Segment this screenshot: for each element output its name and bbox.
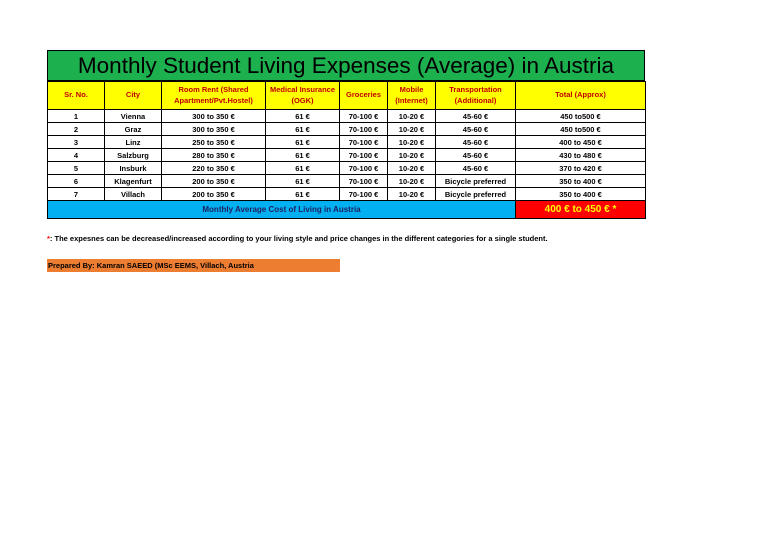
cell-total: 430 to 480 € [516, 149, 646, 162]
cell-total: 350 to 400 € [516, 175, 646, 188]
cell-mobile: 10-20 € [388, 162, 436, 175]
cell-total: 400 to 450 € [516, 136, 646, 149]
table-row [48, 188, 646, 201]
summary-row [48, 201, 646, 219]
cell-city: Insburk [105, 162, 162, 175]
cell-mobile: 10-20 € [388, 123, 436, 136]
cell-groceries: 70-100 € [340, 123, 388, 136]
expenses-table [47, 81, 646, 219]
cell-city: Vienna [105, 110, 162, 123]
cell-groceries: 70-100 € [340, 188, 388, 201]
header-total: Total (Approx) [516, 82, 646, 110]
cell-groceries: 70-100 € [340, 162, 388, 175]
cell-rent: 300 to 350 € [162, 110, 266, 123]
cell-groceries: 70-100 € [340, 136, 388, 149]
cell-groceries: 70-100 € [340, 110, 388, 123]
cell-mobile: 10-20 € [388, 188, 436, 201]
cell-rent: 220 to 350 € [162, 162, 266, 175]
cell-transport: 45-60 € [436, 136, 516, 149]
header-city: City [105, 82, 162, 110]
table-row [48, 175, 646, 188]
cell-sr: 5 [48, 162, 105, 175]
cell-transport: 45-60 € [436, 110, 516, 123]
table-row [48, 123, 646, 136]
table-row [48, 149, 646, 162]
table-row [48, 136, 646, 149]
header-mobile: Mobile (Internet) [388, 82, 436, 110]
cell-total: 370 to 420 € [516, 162, 646, 175]
cell-sr: 7 [48, 188, 105, 201]
cell-mobile: 10-20 € [388, 136, 436, 149]
cell-transport: Bicycle preferred [436, 175, 516, 188]
cell-city: Klagenfurt [105, 175, 162, 188]
cell-mobile: 10-20 € [388, 175, 436, 188]
cell-rent: 250 to 350 € [162, 136, 266, 149]
footnote-star: * [47, 234, 50, 243]
cell-city: Villach [105, 188, 162, 201]
cell-medical: 61 € [266, 110, 340, 123]
cell-transport: 45-60 € [436, 162, 516, 175]
header-sr-no: Sr. No. [48, 82, 105, 110]
cell-medical: 61 € [266, 136, 340, 149]
summary-total: 400 € to 450 € * [516, 201, 646, 219]
cell-transport: 45-60 € [436, 123, 516, 136]
table-row [48, 162, 646, 175]
cell-rent: 280 to 350 € [162, 149, 266, 162]
cell-sr: 2 [48, 123, 105, 136]
expenses-sheet [47, 50, 645, 219]
cell-city: Salzburg [105, 149, 162, 162]
header-room-rent: Room Rent (Shared Apartment/Pvt.Hostel) [162, 82, 266, 110]
cell-mobile: 10-20 € [388, 149, 436, 162]
cell-medical: 61 € [266, 162, 340, 175]
cell-rent: 200 to 350 € [162, 175, 266, 188]
cell-medical: 61 € [266, 188, 340, 201]
cell-city: Linz [105, 136, 162, 149]
cell-mobile: 10-20 € [388, 110, 436, 123]
cell-transport: Bicycle preferred [436, 188, 516, 201]
footnote [47, 234, 548, 243]
cell-transport: 45-60 € [436, 149, 516, 162]
cell-sr: 4 [48, 149, 105, 162]
cell-medical: 61 € [266, 175, 340, 188]
table-row [48, 110, 646, 123]
header-medical: Medical Insurance (OGK) [266, 82, 340, 110]
cell-sr: 6 [48, 175, 105, 188]
cell-medical: 61 € [266, 123, 340, 136]
cell-total: 450 to500 € [516, 123, 646, 136]
sheet-title: Monthly Student Living Expenses (Average) in Austria [47, 50, 645, 81]
cell-total: 350 to 400 € [516, 188, 646, 201]
header-groceries: Groceries [340, 82, 388, 110]
header-row [48, 82, 646, 110]
cell-groceries: 70-100 € [340, 149, 388, 162]
summary-label: Monthly Average Cost of Living in Austria [48, 201, 516, 219]
cell-rent: 300 to 350 € [162, 123, 266, 136]
footnote-text: : The expesnes can be decreased/increased according to your living style and price changes in the different categories for a single student. [49, 234, 548, 243]
cell-medical: 61 € [266, 149, 340, 162]
cell-total: 450 to500 € [516, 110, 646, 123]
header-transport: Transportation (Additional) [436, 82, 516, 110]
cell-rent: 200 to 350 € [162, 188, 266, 201]
cell-sr: 1 [48, 110, 105, 123]
cell-groceries: 70-100 € [340, 175, 388, 188]
prepared-by-banner: Prepared By: Kamran SAEED (MSc EEMS, Villach, Austria [47, 259, 340, 272]
cell-sr: 3 [48, 136, 105, 149]
cell-city: Graz [105, 123, 162, 136]
